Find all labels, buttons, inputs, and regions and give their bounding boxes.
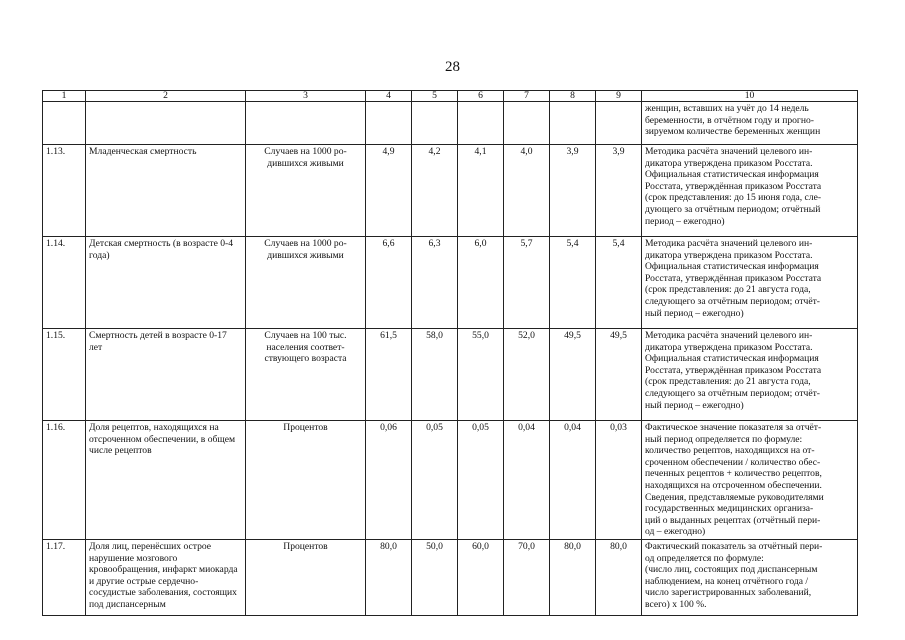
continuation-note <box>642 102 858 145</box>
indicator-value: 4,9 <box>366 145 412 237</box>
indicator-value: 4,0 <box>504 145 550 237</box>
indicator-value: 0,03 <box>596 421 642 540</box>
page-number: 28 <box>445 59 460 75</box>
indicator-row <box>43 145 858 237</box>
note-line: наблюдением, на конец отчётного года / <box>645 575 809 587</box>
indicator-note <box>642 145 858 237</box>
note-line: ций о выданных рецептах (отчётный пери- <box>645 514 821 526</box>
indicator-value: 58,0 <box>412 329 458 421</box>
note-line: дикатора утверждена приказом Росстата. <box>645 341 813 353</box>
note-line: Официальная статистическая информация <box>645 353 819 365</box>
indicator-row <box>43 237 858 329</box>
note-line: ный период определяется по формуле: <box>645 433 803 445</box>
indicator-number: 1.14. <box>43 237 86 329</box>
indicator-value: 61,5 <box>366 329 412 421</box>
indicator-value: 52,0 <box>504 329 550 421</box>
indicator-number: 1.17. <box>43 539 86 615</box>
note-line: Официальная статистическая информация <box>645 261 819 273</box>
indicator-value: 4,2 <box>412 145 458 237</box>
indicator-name: Детская смертность (в возрасте 0-4 года) <box>86 237 246 329</box>
indicator-unit: Процентов <box>246 539 366 615</box>
note-line: од – ежегодно) <box>645 526 706 538</box>
column-header: 9 <box>596 91 642 102</box>
indicator-note <box>642 539 858 615</box>
indicator-value: 6,3 <box>412 237 458 329</box>
indicator-name: Доля рецептов, находящихся на отсроченном обеспечении, в общем числе рецептов <box>86 421 246 540</box>
indicator-row <box>43 539 858 615</box>
indicator-value: 3,9 <box>550 145 596 237</box>
indicator-value: 0,04 <box>504 421 550 540</box>
indicator-value: 0,05 <box>412 421 458 540</box>
note-line: Сведения, представляемые руководителями <box>645 491 824 503</box>
empty-cell <box>43 102 86 145</box>
empty-cell <box>550 102 596 145</box>
note-line: ный период – ежегодно) <box>645 307 744 319</box>
indicator-value: 49,5 <box>550 329 596 421</box>
empty-cell <box>458 102 504 145</box>
empty-cell <box>504 102 550 145</box>
note-line: Росстата, утверждённая приказом Росстата <box>645 180 822 192</box>
indicator-value: 6,0 <box>458 237 504 329</box>
note-line: женщин, вставших на учёт до 14 недель <box>645 103 809 114</box>
indicator-unit: Случаев на 1000 ро-дившихся живыми <box>246 145 366 237</box>
indicator-value: 0,06 <box>366 421 412 540</box>
note-line: Методика расчёта значений целевого ин- <box>645 330 813 341</box>
column-header: 3 <box>246 91 366 102</box>
continuation-row <box>43 102 858 145</box>
note-line: находящихся на отсроченном обеспечении. <box>645 479 822 491</box>
column-header: 7 <box>504 91 550 102</box>
note-line: зируемом количестве беременных женщин <box>645 126 821 138</box>
note-line: всего) x 100 %. <box>645 598 707 610</box>
indicator-name: Смертность детей в возрасте 0-17 лет <box>86 329 246 421</box>
note-line: число зарегистрированных заболеваний, <box>645 587 812 599</box>
indicator-value: 5,4 <box>596 237 642 329</box>
column-header: 1 <box>43 91 86 102</box>
indicator-value: 0,04 <box>550 421 596 540</box>
note-line: дующего за отчётным периодом; отчётный <box>645 203 821 215</box>
indicator-value: 80,0 <box>366 539 412 615</box>
note-line: количество рецептов, находящихся на от- <box>645 445 815 457</box>
empty-cell <box>246 102 366 145</box>
note-line: Методика расчёта значений целевого ин- <box>645 146 813 157</box>
note-line: ный период – ежегодно) <box>645 399 744 411</box>
indicator-value: 80,0 <box>596 539 642 615</box>
note-line: период – ежегодно) <box>645 215 725 227</box>
note-line: печенных рецептов + количество рецептов, <box>645 468 822 480</box>
note-line: дикатора утверждена приказом Росстата. <box>645 249 813 261</box>
note-line: Росстата, утверждённая приказом Росстата <box>645 364 822 376</box>
column-header: 10 <box>642 91 858 102</box>
indicator-value: 0,05 <box>458 421 504 540</box>
indicator-value: 80,0 <box>550 539 596 615</box>
indicator-note <box>642 329 858 421</box>
note-line: Фактический показатель за отчётный пери- <box>645 540 823 552</box>
indicator-value: 4,1 <box>458 145 504 237</box>
indicator-value: 3,9 <box>596 145 642 237</box>
indicator-row <box>43 329 858 421</box>
empty-cell <box>86 102 246 145</box>
note-line: (срок представления: до 21 августа года, <box>645 376 811 388</box>
indicator-value: 70,0 <box>504 539 550 615</box>
note-line: государственных медицинских организа- <box>645 503 814 515</box>
empty-cell <box>412 102 458 145</box>
indicator-row <box>43 421 858 540</box>
column-number-row <box>43 91 858 102</box>
indicator-unit: Случаев на 100 тыс. населения соответ-ствующего возраста <box>246 329 366 421</box>
column-header: 2 <box>86 91 246 102</box>
indicator-name: Младенческая смертность <box>86 145 246 237</box>
indicator-value: 55,0 <box>458 329 504 421</box>
note-line: од определяется по формуле: <box>645 552 764 564</box>
column-header: 5 <box>412 91 458 102</box>
indicator-unit: Случаев на 1000 ро-дившихся живыми <box>246 237 366 329</box>
note-line: (срок представления: до 21 августа года, <box>645 284 811 296</box>
note-line: беременности, в отчётном году и прогно- <box>645 114 814 126</box>
indicator-note <box>642 237 858 329</box>
empty-cell <box>596 102 642 145</box>
indicator-unit: Процентов <box>246 421 366 540</box>
indicator-value: 5,7 <box>504 237 550 329</box>
note-line: следующего за отчётным периодом; отчёт- <box>645 295 821 307</box>
note-line: Росстата, утверждённая приказом Росстата <box>645 272 822 284</box>
note-line: (срок представления: до 15 июня года, сле- <box>645 192 822 204</box>
note-line: следующего за отчётным периодом; отчёт- <box>645 387 821 399</box>
note-line: (число лиц, состоящих под диспансерным <box>645 564 818 576</box>
indicator-note <box>642 421 858 540</box>
indicator-value: 6,6 <box>366 237 412 329</box>
note-line: дикатора утверждена приказом Росстата. <box>645 157 813 169</box>
indicator-value: 49,5 <box>596 329 642 421</box>
indicator-table <box>42 90 858 616</box>
indicator-value: 60,0 <box>458 539 504 615</box>
indicator-name: Доля лиц, перенёсших острое нарушение мозгового кровообращения, инфаркт миокарда и другие острые сердечно-сосудистые заболевания, состоящих под диспансерным <box>86 539 246 615</box>
note-line: Методика расчёта значений целевого ин- <box>645 238 813 249</box>
note-line: сроченном обеспечении / количество обес- <box>645 456 821 468</box>
indicator-number: 1.13. <box>43 145 86 237</box>
column-header: 4 <box>366 91 412 102</box>
note-line: Официальная статистическая информация <box>645 169 819 181</box>
indicator-number: 1.16. <box>43 421 86 540</box>
indicator-value: 5,4 <box>550 237 596 329</box>
column-header: 8 <box>550 91 596 102</box>
column-header: 6 <box>458 91 504 102</box>
indicator-value: 50,0 <box>412 539 458 615</box>
indicator-number: 1.15. <box>43 329 86 421</box>
note-line: Фактическое значение показателя за отчёт- <box>645 422 822 433</box>
empty-cell <box>366 102 412 145</box>
